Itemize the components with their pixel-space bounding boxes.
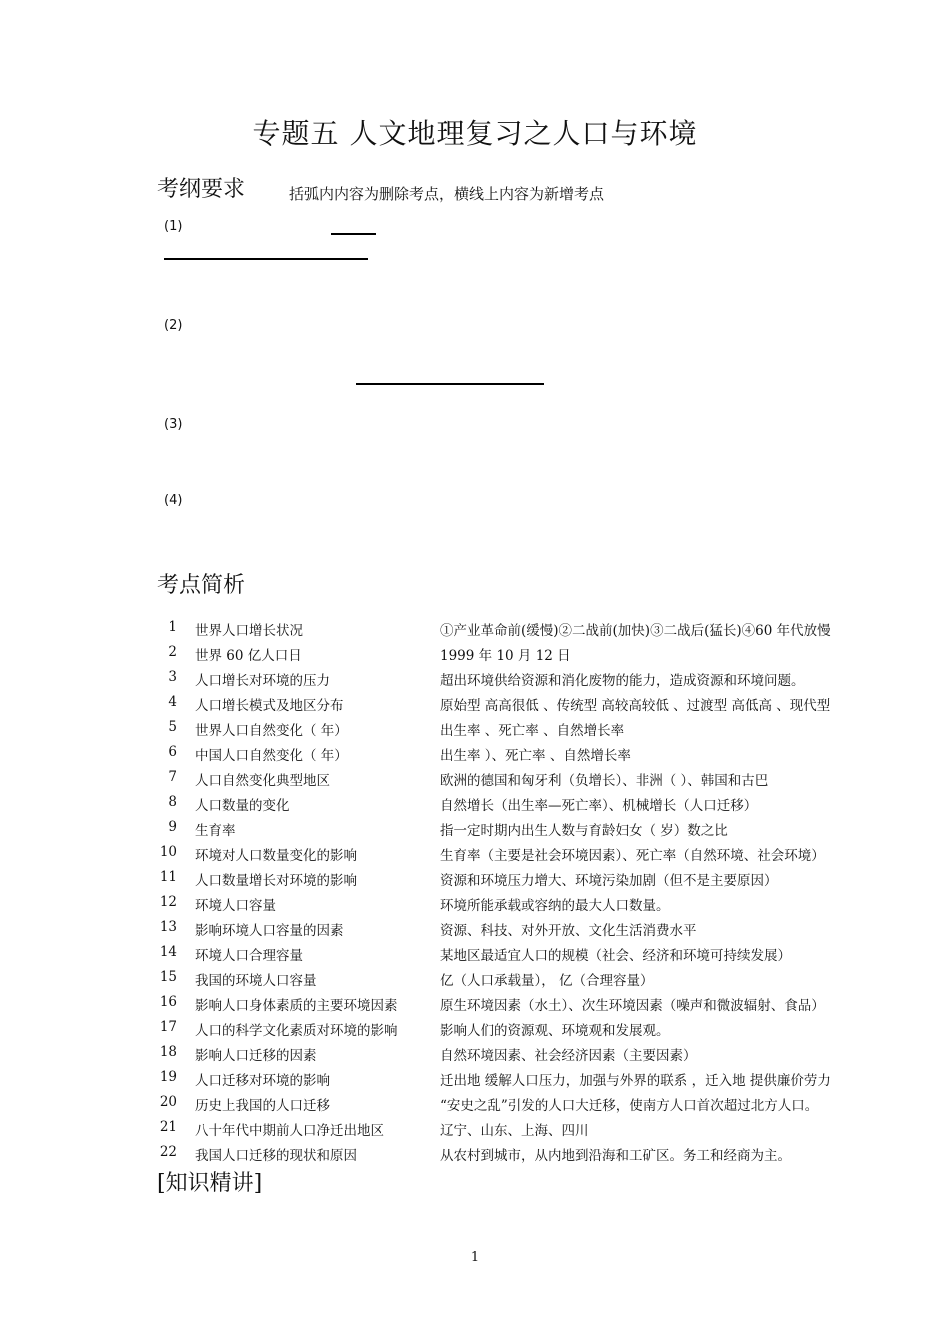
row-description: 辽宁、山东、上海、四川 <box>440 1123 589 1139</box>
syllabus-item-4: (4) <box>164 493 183 508</box>
knowledge-heading: [知识精讲] <box>157 1171 263 1196</box>
table-row <box>0 894 950 919</box>
table-row <box>0 1119 950 1144</box>
table-row <box>0 994 950 1019</box>
table-row <box>0 869 950 894</box>
row-number: 14 <box>159 944 177 960</box>
row-topic: 影响人口身体素质的主要环境因素 <box>195 998 398 1014</box>
table-row <box>0 669 950 694</box>
row-description: 影响人们的资源观、环境观和发展观。 <box>440 1023 670 1039</box>
row-description: ①产业革命前(缓慢)②二战前(加快)③二战后(猛长)④60 年代放慢 <box>440 623 831 639</box>
row-description: 1999 年 10 月 12 日 <box>440 648 571 664</box>
row-number: 19 <box>159 1069 177 1085</box>
row-number: 17 <box>159 1019 177 1035</box>
row-topic: 世界人口增长状况 <box>195 623 303 639</box>
row-topic: 我国人口迁移的现状和原因 <box>195 1148 357 1164</box>
table-row <box>0 1144 950 1169</box>
row-number: 1 <box>168 619 177 635</box>
row-topic: 人口增长模式及地区分布 <box>195 698 344 714</box>
row-topic: 人口的科学文化素质对环境的影响 <box>195 1023 398 1039</box>
row-description: 原始型 高高很低 、传统型 高较高较低 、过渡型 高低高 、现代型 <box>440 698 831 714</box>
row-number: 9 <box>168 819 177 835</box>
syllabus-note: 括弧内内容为删除考点，横线上内容为新增考点 <box>289 185 605 203</box>
row-number: 3 <box>168 669 177 685</box>
syllabus-heading: 考纲要求 <box>157 177 246 202</box>
row-description: 环境所能承载或容纳的最大人口数量。 <box>440 898 670 914</box>
row-topic: 人口增长对环境的压力 <box>195 673 330 689</box>
row-description: 资源、科技、对外开放、文化生活消费水平 <box>440 923 697 939</box>
analysis-heading: 考点简析 <box>157 573 246 598</box>
page-title: 专题五 人文地理复习之人口与环境 <box>252 117 698 150</box>
row-description: 欧洲的德国和匈牙利（负增长）、非洲（ ）、韩国和古巴 <box>440 773 769 789</box>
table-row <box>0 744 950 769</box>
row-number: 10 <box>159 844 177 860</box>
table-row <box>0 1044 950 1069</box>
row-number: 12 <box>159 894 177 910</box>
row-topic: 环境对人口数量变化的影响 <box>195 848 357 864</box>
row-topic: 影响人口迁移的因素 <box>195 1048 317 1064</box>
table-row <box>0 969 950 994</box>
table-row <box>0 919 950 944</box>
row-number: 18 <box>159 1044 177 1060</box>
row-description: 迁出地 缓解人口压力，加强与外界的联系 ，迁入地 提供廉价劳力 <box>440 1073 831 1089</box>
page-number: 1 <box>470 1250 480 1265</box>
row-description: 原生环境因素（水土）、次生环境因素（噪声和微波辐射、食品） <box>440 998 825 1014</box>
table-row <box>0 944 950 969</box>
row-topic: 世界 60 亿人口日 <box>195 648 302 664</box>
row-topic: 世界人口自然变化（ 年） <box>195 723 348 739</box>
row-description: 亿（人口承载量）， 亿（合理容量） <box>440 973 654 989</box>
row-topic: 环境人口容量 <box>195 898 276 914</box>
table-row <box>0 1069 950 1094</box>
table-row <box>0 819 950 844</box>
row-number: 6 <box>168 744 177 760</box>
row-topic: 我国的环境人口容量 <box>195 973 317 989</box>
row-number: 11 <box>159 869 177 885</box>
row-topic: 生育率 <box>195 823 236 839</box>
blank-underline <box>356 383 544 385</box>
row-number: 7 <box>168 769 177 785</box>
row-topic: 历史上我国的人口迁移 <box>195 1098 330 1114</box>
row-description: 指一定时期内出生人数与育龄妇女（ 岁）数之比 <box>440 823 728 839</box>
table-row <box>0 769 950 794</box>
row-number: 2 <box>168 644 177 660</box>
table-row <box>0 1019 950 1044</box>
row-number: 16 <box>159 994 177 1010</box>
row-topic: 中国人口自然变化（ 年） <box>195 748 348 764</box>
row-number: 20 <box>159 1094 177 1110</box>
row-description: 超出环境供给资源和消化废物的能力，造成资源和环境问题。 <box>440 673 805 689</box>
row-number: 15 <box>159 969 177 985</box>
row-number: 22 <box>159 1144 177 1160</box>
row-number: 5 <box>168 719 177 735</box>
row-description: “安史之乱”引发的人口大迁移，使南方人口首次超过北方人口。 <box>440 1098 819 1114</box>
row-description: 某地区最适宜人口的规模（社会、经济和环境可持续发展） <box>440 948 791 964</box>
syllabus-item-2: (2) <box>164 318 183 333</box>
row-topic: 人口迁移对环境的影响 <box>195 1073 330 1089</box>
table-row <box>0 1094 950 1119</box>
row-topic: 环境人口合理容量 <box>195 948 303 964</box>
row-topic: 人口数量增长对环境的影响 <box>195 873 357 889</box>
row-number: 13 <box>159 919 177 935</box>
row-description: 资源和环境压力增大、环境污染加剧（但不是主要原因） <box>440 873 778 889</box>
table-row <box>0 844 950 869</box>
row-description: 出生率 ）、死亡率 、自然增长率 <box>440 748 631 764</box>
row-description: 自然增长（出生率—死亡率）、机械增长（人口迁移） <box>440 798 758 814</box>
blank-underline <box>164 258 368 260</box>
syllabus-item-1: (1) <box>164 219 183 234</box>
table-row <box>0 644 950 669</box>
syllabus-item-3: (3) <box>164 417 183 432</box>
row-topic: 八十年代中期前人口净迁出地区 <box>195 1123 384 1139</box>
row-number: 4 <box>168 694 177 710</box>
row-topic: 人口数量的变化 <box>195 798 290 814</box>
row-description: 出生率 、死亡率 、自然增长率 <box>440 723 625 739</box>
row-topic: 人口自然变化典型地区 <box>195 773 330 789</box>
row-number: 21 <box>159 1119 177 1135</box>
table-row <box>0 794 950 819</box>
row-description: 自然环境因素、社会经济因素（主要因素） <box>440 1048 697 1064</box>
table-row <box>0 694 950 719</box>
row-topic: 影响环境人口容量的因素 <box>195 923 344 939</box>
table-row <box>0 719 950 744</box>
blank-underline <box>331 233 376 235</box>
row-description: 生育率（主要是社会环境因素）、死亡率（自然环境、社会环境） <box>440 848 825 864</box>
table-row <box>0 619 950 644</box>
row-number: 8 <box>168 794 177 810</box>
row-description: 从农村到城市，从内地到沿海和工矿区。务工和经商为主。 <box>440 1148 791 1164</box>
